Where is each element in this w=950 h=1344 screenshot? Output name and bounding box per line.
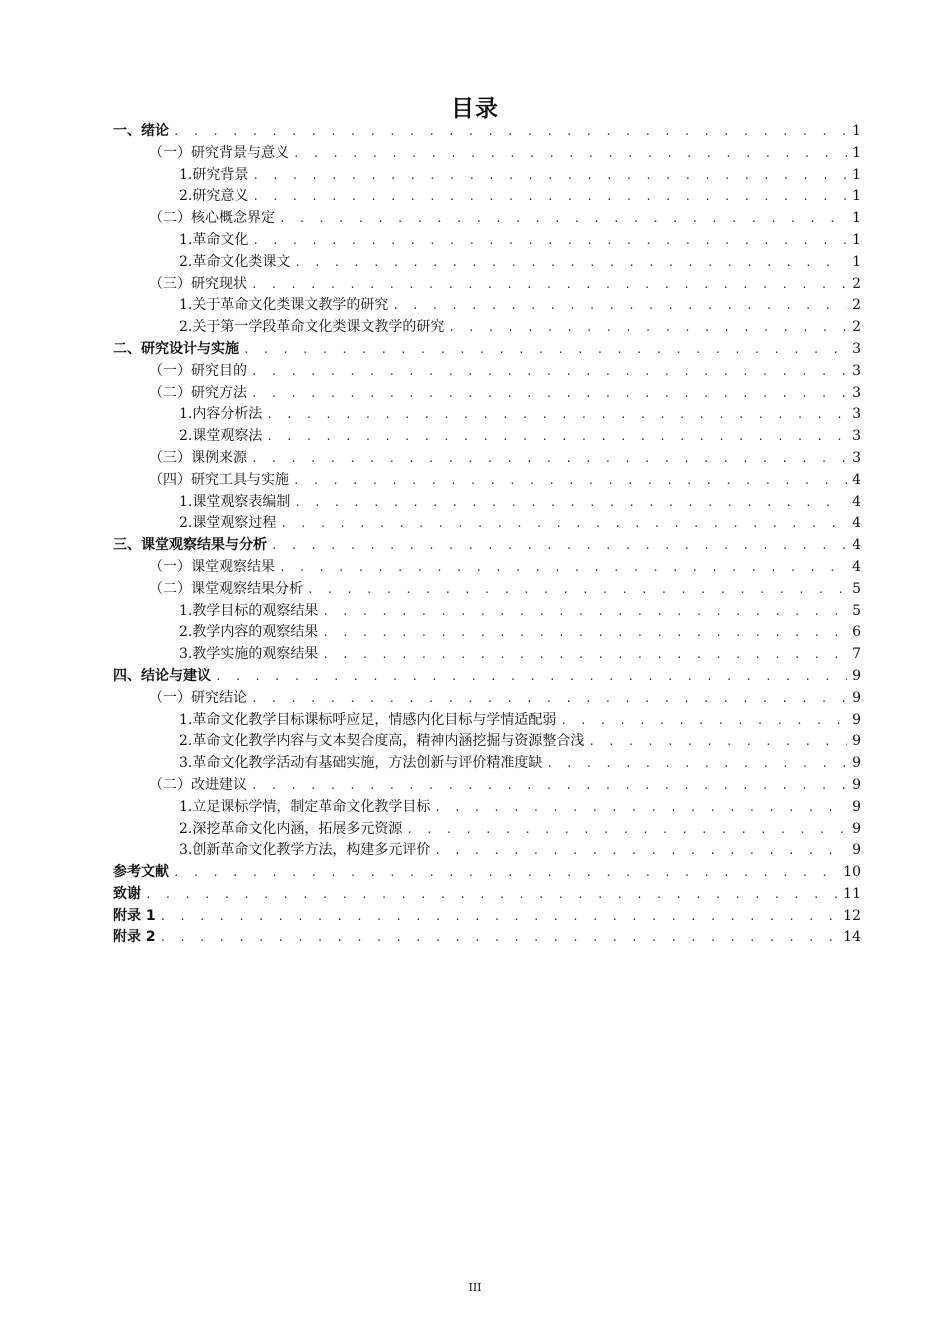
toc-entry[interactable] <box>113 186 861 208</box>
toc-entry-label: 2.革命文化类课文 <box>179 253 291 270</box>
toc-entry[interactable] <box>113 797 861 819</box>
toc-entry-label: 致谢 <box>113 885 141 902</box>
toc-entry-label: 1.内容分析法 <box>179 406 263 423</box>
toc-entry-label: （四）研究工具与实施 <box>149 471 289 488</box>
toc-entry-page-number: 1 <box>852 210 861 227</box>
toc-entry[interactable] <box>113 622 861 644</box>
toc-entry[interactable] <box>113 208 861 230</box>
dot-leader <box>406 819 847 841</box>
toc-entry-label: 一、绪论 <box>113 123 169 139</box>
dot-leader <box>322 622 847 644</box>
toc-entry-label: （一）研究结论 <box>149 689 247 706</box>
toc-entry-label: 1.研究背景 <box>179 166 249 183</box>
dot-leader <box>266 426 847 448</box>
toc-entry-label: （一）研究目的 <box>149 362 247 379</box>
toc-entry[interactable] <box>113 535 861 557</box>
toc-entry[interactable] <box>113 753 861 775</box>
toc-entry-label: 二、研究设计与实施 <box>113 340 239 357</box>
toc-entry-label: （二）课堂观察结果分析 <box>149 580 303 597</box>
dot-leader <box>215 666 847 688</box>
dot-leader <box>279 208 847 230</box>
toc-entry-page-number: 9 <box>852 667 861 684</box>
toc-entry-page-number: 4 <box>852 537 861 554</box>
toc-entry[interactable] <box>113 383 861 405</box>
toc-entry[interactable] <box>113 557 861 579</box>
toc-entry-page-number: 9 <box>852 733 861 750</box>
toc-entry-page-number: 9 <box>852 776 861 793</box>
dot-leader <box>243 339 847 361</box>
dot-leader <box>294 252 847 274</box>
toc-entry[interactable] <box>113 579 861 601</box>
toc-entry-page-number: 3 <box>852 362 861 379</box>
toc-entry[interactable] <box>113 927 861 949</box>
toc-entry-page-number: 9 <box>852 711 861 728</box>
toc-entry[interactable] <box>113 840 861 862</box>
dot-leader <box>145 884 839 906</box>
dot-leader <box>251 775 847 797</box>
dot-leader <box>173 862 839 884</box>
toc-entry-label: （三）课例来源 <box>149 449 247 466</box>
toc-entry-page-number: 4 <box>852 515 861 532</box>
toc-entry[interactable] <box>113 884 861 906</box>
toc-entry-label: 2.关于第一学段革命文化类课文教学的研究 <box>179 319 445 336</box>
toc-entry-page-number: 1 <box>852 188 861 205</box>
toc-entry-label: （一）课堂观察结果 <box>149 558 275 575</box>
dot-leader <box>252 186 847 208</box>
toc-entry-label: 2.课堂观察过程 <box>179 515 277 532</box>
toc-entry-page-number: 9 <box>852 798 861 815</box>
toc-entry-page-number: 9 <box>852 689 861 706</box>
dot-leader <box>280 513 847 535</box>
dot-leader <box>251 383 847 405</box>
toc-entry-label: （二）核心概念界定 <box>149 210 275 227</box>
toc-entry[interactable] <box>113 361 861 383</box>
toc-entry-label: 2.教学内容的观察结果 <box>179 624 319 641</box>
toc-entry[interactable] <box>113 862 861 884</box>
toc-entry[interactable] <box>113 644 861 666</box>
toc-entry-label: 附录 2 <box>113 929 156 946</box>
toc-entry-label: 三、课堂观察结果与分析 <box>113 537 267 554</box>
toc-entry-page-number: 12 <box>843 907 861 924</box>
toc-entry[interactable] <box>113 404 861 426</box>
toc-entry-page-number: 2 <box>852 275 861 292</box>
toc-entry-page-number: 9 <box>852 842 861 859</box>
dot-leader <box>560 710 847 732</box>
toc-entry[interactable] <box>113 121 861 143</box>
toc-entry-label: 附录 1 <box>113 907 156 924</box>
toc-entry-page-number: 3 <box>852 406 861 423</box>
toc-entry[interactable] <box>113 252 861 274</box>
toc-entry-label: 1.课堂观察表编制 <box>179 493 291 510</box>
toc-entry-label: 2.革命文化教学内容与文本契合度高，精神内涵挖掘与资源整合浅 <box>179 733 585 750</box>
toc-entry-label: 四、结论与建议 <box>113 667 211 684</box>
toc-entry-page-number: 4 <box>852 471 861 488</box>
toc-entry-label: （二）研究方法 <box>149 384 247 401</box>
toc-entry[interactable] <box>113 317 861 339</box>
dot-leader <box>251 448 847 470</box>
toc-entry-label: 3.教学实施的观察结果 <box>179 646 319 663</box>
toc-entry-page-number: 1 <box>852 123 861 139</box>
toc-entry[interactable] <box>113 492 861 514</box>
toc-entry-page-number: 3 <box>852 384 861 401</box>
toc-entry[interactable] <box>113 819 861 841</box>
dot-leader <box>307 579 847 601</box>
toc-entry[interactable] <box>113 513 861 535</box>
dot-leader <box>271 535 847 557</box>
toc-entry-page-number: 1 <box>852 231 861 248</box>
toc-entry[interactable] <box>113 710 861 732</box>
dot-leader <box>251 274 847 296</box>
toc-entry[interactable] <box>113 143 861 165</box>
toc-entry-label: 1.教学目标的观察结果 <box>179 602 319 619</box>
dot-leader <box>588 731 847 753</box>
page-number-footer: III <box>468 1281 482 1294</box>
toc-entry[interactable] <box>113 339 861 361</box>
toc-entry-label: 3.革命文化教学活动有基础实施，方法创新与评价精准度缺 <box>179 755 543 772</box>
dot-leader <box>434 840 847 862</box>
toc-entry-page-number: 9 <box>852 820 861 837</box>
toc-entry[interactable] <box>113 295 861 317</box>
toc-entry-label: 2.研究意义 <box>179 188 249 205</box>
dot-leader <box>293 470 847 492</box>
toc-entry[interactable] <box>113 230 861 252</box>
toc-entry-page-number: 4 <box>852 558 861 575</box>
toc-entry-label: （二）改进建议 <box>149 776 247 793</box>
dot-leader <box>293 143 847 165</box>
toc-entry-page-number: 14 <box>843 929 861 946</box>
toc-entry-page-number: 10 <box>843 864 861 881</box>
toc-entry-page-number: 1 <box>852 253 861 270</box>
toc-entry-page-number: 3 <box>852 449 861 466</box>
toc-entry[interactable] <box>113 601 861 623</box>
toc-entry-page-number: 1 <box>852 144 861 161</box>
dot-leader <box>160 906 840 928</box>
toc-entry-label: 1.立足课标学情，制定革命文化教学目标 <box>179 798 431 815</box>
toc-entry-page-number: 9 <box>852 755 861 772</box>
toc-entry[interactable] <box>113 448 861 470</box>
dot-leader <box>173 121 847 143</box>
dot-leader <box>251 688 847 710</box>
toc-entry-label: 1.关于革命文化类课文教学的研究 <box>179 297 389 314</box>
dot-leader <box>546 753 847 775</box>
dot-leader <box>251 361 847 383</box>
toc-entry-label: 1.革命文化教学目标课标呼应足，情感内化目标与学情适配弱 <box>179 711 557 728</box>
toc-entry[interactable] <box>113 274 861 296</box>
dot-leader <box>252 230 847 252</box>
toc-entry-page-number: 3 <box>852 428 861 445</box>
toc-entry-page-number: 5 <box>852 602 861 619</box>
toc-entry[interactable] <box>113 731 861 753</box>
dot-leader <box>322 644 847 666</box>
page-title: 目录 <box>451 96 499 122</box>
toc-entry-label: （三）研究现状 <box>149 275 247 292</box>
dot-leader <box>160 927 840 949</box>
toc-entry-label: （一）研究背景与意义 <box>149 144 289 161</box>
toc-entry-label: 参考文献 <box>113 864 169 881</box>
toc-entry[interactable] <box>113 688 861 710</box>
dot-leader <box>279 557 847 579</box>
table-of-contents <box>113 121 861 949</box>
dot-leader <box>252 165 847 187</box>
dot-leader <box>266 404 847 426</box>
toc-entry-page-number: 1 <box>852 166 861 183</box>
toc-entry-page-number: 6 <box>852 624 861 641</box>
toc-entry-page-number: 2 <box>852 319 861 336</box>
toc-entry[interactable] <box>113 470 861 492</box>
toc-entry-label: 3.创新革命文化教学方法，构建多元评价 <box>179 842 431 859</box>
toc-entry-page-number: 7 <box>852 646 861 663</box>
toc-entry-page-number: 2 <box>852 297 861 314</box>
toc-entry-label: 1.革命文化 <box>179 231 249 248</box>
toc-entry[interactable] <box>113 906 861 928</box>
toc-entry-page-number: 11 <box>843 885 861 902</box>
toc-entry-page-number: 5 <box>852 580 861 597</box>
toc-entry-page-number: 4 <box>852 493 861 510</box>
dot-leader <box>322 601 847 623</box>
dot-leader <box>294 492 847 514</box>
dot-leader <box>434 797 847 819</box>
toc-entry-page-number: 3 <box>852 340 861 357</box>
toc-entry[interactable] <box>113 775 861 797</box>
toc-entry[interactable] <box>113 165 861 187</box>
toc-entry[interactable] <box>113 666 861 688</box>
dot-leader <box>392 295 847 317</box>
toc-entry-label: 2.深挖革命文化内涵，拓展多元资源 <box>179 820 403 837</box>
dot-leader <box>448 317 847 339</box>
toc-entry-label: 2.课堂观察法 <box>179 428 263 445</box>
toc-entry[interactable] <box>113 426 861 448</box>
